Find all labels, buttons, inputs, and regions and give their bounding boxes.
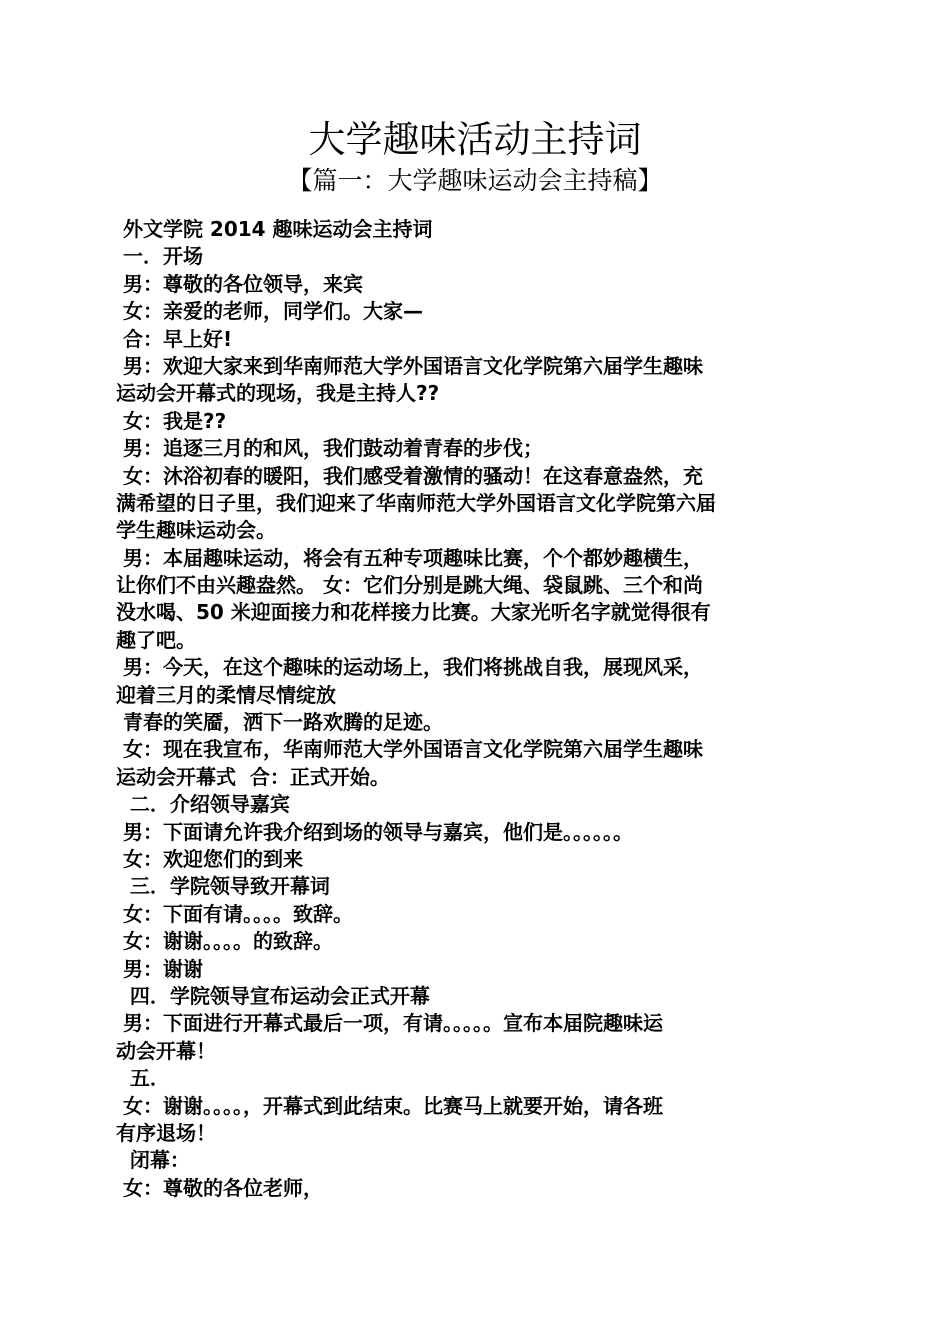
document-title: 大学趣味活动主持词 — [308, 118, 642, 161]
text-line: 学生趣味运动会。 — [116, 518, 276, 543]
text-line: 没水喝、50 米迎面接力和花样接力比赛。大家光听名字就觉得很有 — [116, 600, 711, 625]
text-line: 女：我是?? — [116, 408, 227, 433]
text-line: 四．学院领导宣布运动会正式开幕 — [116, 983, 430, 1008]
text-line: 男：本届趣味运动，将会有五种专项趣味比赛，个个都妙趣横生， — [116, 545, 703, 570]
text-line: 动会开幕！ — [116, 1038, 216, 1063]
text-line: 男：谢谢 — [116, 956, 203, 981]
text-line: 女：欢迎您们的到来 — [116, 846, 303, 871]
text-line: 男：欢迎大家来到华南师范大学外国语言文化学院第六届学生趣味 — [116, 353, 703, 378]
text-line: 运动会开幕式 合：正式开始。 — [116, 764, 390, 789]
text-line: 女：谢谢。。。。的致辞。 — [116, 929, 333, 954]
text-line: 女：现在我宣布，华南师范大学外国语言文化学院第六届学生趣味 — [116, 737, 703, 762]
text-line: 让你们不由兴趣盎然。 女：它们分别是跳大绳、袋鼠跳、三个和尚 — [116, 573, 703, 598]
text-line: 女：谢谢。。。。，开幕式到此结束。比赛马上就要开始，请各班 — [116, 1093, 663, 1118]
text-line: 男：追逐三月的和风，我们鼓动着青春的步伐； — [116, 436, 543, 461]
text-line: 五． — [116, 1066, 170, 1091]
text-line: 趣了吧。 — [116, 627, 196, 652]
text-line: 二．介绍领导嘉宾 — [116, 792, 290, 817]
document-subtitle: 【篇一：大学趣味运动会主持稿】 — [287, 166, 663, 195]
text-line: 男：下面进行开幕式最后一项，有请。。。。。宣布本届院趣味运 — [116, 1011, 663, 1036]
text-line: 运动会开幕式的现场，我是主持人?? — [116, 381, 440, 406]
text-line: 男：下面请允许我介绍到场的领导与嘉宾，他们是。。。。。。 — [116, 819, 633, 844]
text-line: 迎着三月的柔情尽情绽放 — [116, 682, 336, 707]
document-body — [116, 216, 836, 1202]
text-line: 三．学院领导致开幕词 — [116, 874, 330, 899]
text-line: 男：今天，在这个趣味的运动场上，我们将挑战自我，展现风采， — [116, 655, 703, 680]
text-line: 外文学院 2014 趣味运动会主持词 — [116, 217, 433, 241]
text-line: 满希望的日子里，我们迎来了华南师范大学外国语言文化学院第六届 — [116, 490, 716, 515]
text-line: 一．开场 — [116, 244, 203, 269]
text-line: 女：尊敬的各位老师， — [116, 1175, 323, 1200]
text-line: 有序退场！ — [116, 1120, 216, 1145]
text-line: 女：沐浴初春的暖阳，我们感受着激情的骚动！在这春意盎然，充 — [116, 463, 703, 488]
text-line: 合：早上好! — [116, 326, 233, 351]
text-line: 闭幕： — [116, 1148, 190, 1173]
text-line: 青春的笑靥，洒下一路欢腾的足迹。 — [116, 710, 443, 735]
text-line: 女：亲爱的老师，同学们。大家— — [116, 299, 423, 324]
text-line: 女：下面有请。。。。致辞。 — [116, 901, 353, 926]
text-line: 男：尊敬的各位领导，来宾 — [116, 271, 363, 296]
